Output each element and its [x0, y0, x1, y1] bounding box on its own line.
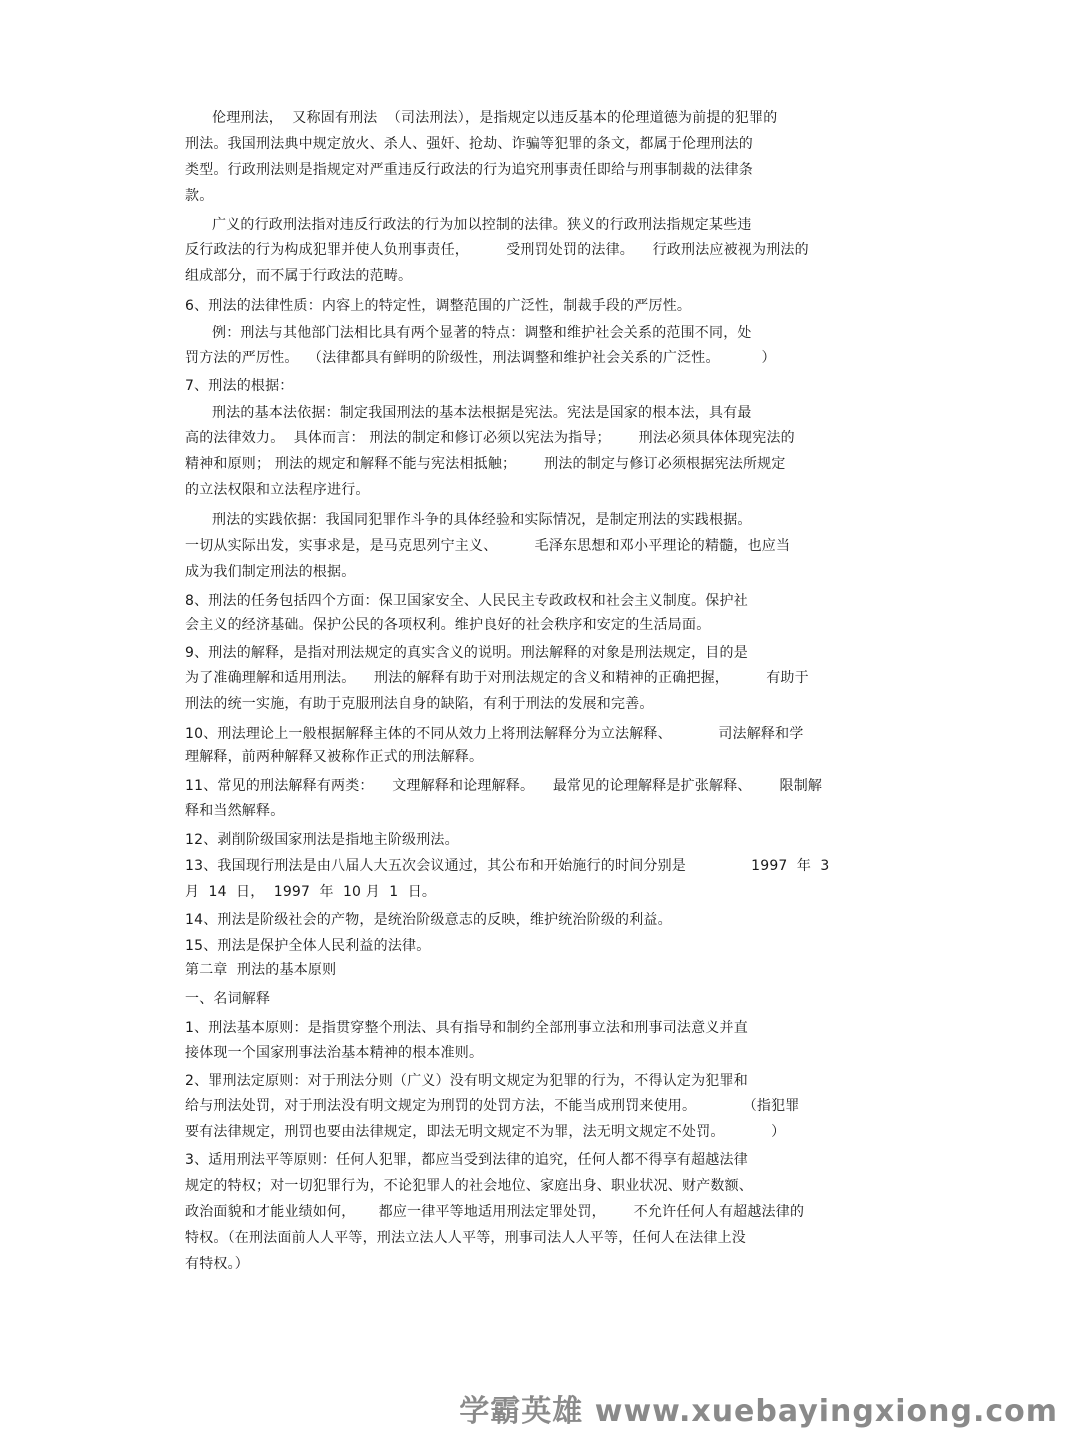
- text-line: 政治面貌和才能业绩如何， 都应一律平等地适用刑法定罪处罚， 不允许任何人有超越法律的: [185, 1204, 805, 1220]
- text-line: 广义的行政刑法指对违反行政法的行为加以控制的法律。狭义的行政刑法指规定某些违: [212, 217, 752, 233]
- text-line: 刑法的统一实施，有助于克服刑法自身的缺陷，有利于刑法的发展和完善。: [185, 696, 654, 712]
- text-line: 有特权。）: [185, 1256, 249, 1272]
- text-line: 6、刑法的法律性质：内容上的特定性，调整范围的广泛性，制裁手段的严厉性。: [185, 298, 692, 314]
- text-line: 14、刑法是阶级社会的产物，是统治阶级意志的反映，维护统治阶级的利益。: [185, 912, 672, 928]
- text-line: 11、常见的刑法解释有两类： 文理解释和论理解释。 最常见的论理解释是扩张解释、 限制解: [185, 778, 823, 794]
- text-line: 精神和原则； 刑法的规定和解释不能与宪法相抵触； 刑法的制定与修订必须根据宪法所规定: [185, 456, 786, 472]
- text-line: 特权。（在刑法面前人人平等，刑法立法人人平等，刑事司法人人平等，任何人在法律上没: [185, 1230, 746, 1246]
- text-line: 伦理刑法， 又称固有刑法 （司法刑法），是指规定以违反基本的伦理道德为前提的犯罪的: [212, 110, 778, 126]
- text-line: 高的法律效力。 具体而言： 刑法的制定和修订必须以宪法为指导； 刑法必须具体体现宪法的: [185, 430, 795, 446]
- watermark: 学霸英雄 www.xuebayingxiong.com: [459, 1394, 1058, 1429]
- text-line: 8、刑法的任务包括四个方面：保卫国家安全、人民民主专政政权和社会主义制度。保护社: [185, 593, 748, 609]
- text-line: 释和当然解释。: [185, 803, 285, 819]
- text-line: 款。: [185, 188, 214, 204]
- text-line: 刑法的基本法依据：制定我国刑法的基本法根据是宪法。宪法是国家的根本法，具有最: [212, 405, 752, 421]
- text-line: 月 14 日， 1997 年 10 月 1 日。: [185, 884, 437, 900]
- text-line: 接体现一个国家刑事法治基本精神的根本准则。: [185, 1045, 484, 1061]
- text-line: 理解释，前两种解释又被称作正式的刑法解释。: [185, 749, 484, 765]
- text-line: 规定的特权；对一切犯罪行为，不论犯罪人的社会地位、家庭出身、职业状况、财产数额、: [185, 1178, 753, 1194]
- text-line: 10、刑法理论上一般根据解释主体的不同从效力上将刑法解释分为立法解释、 司法解释和学: [185, 726, 804, 742]
- text-line: 的立法权限和立法程序进行。: [185, 482, 370, 498]
- chapter-title: 第二章 刑法的基本原则: [185, 962, 337, 978]
- text-line: 反行政法的行为构成犯罪并使人负刑事责任， 受刑罚处罚的法律。 行政刑法应被视为刑法的: [185, 242, 809, 258]
- text-line: 例：刑法与其他部门法相比具有两个显著的特点：调整和维护社会关系的范围不同，处: [212, 325, 752, 341]
- text-line: 为了准确理解和适用刑法。 刑法的解释有助于对刑法规定的含义和精神的正确把握， 有助于: [185, 670, 809, 686]
- text-line: 类型。行政刑法则是指规定对严重违反行政法的行为追究刑事责任即给与刑事制裁的法律条: [185, 162, 753, 178]
- text-line: 一切从实际出发，实事求是，是马克思列宁主义、 毛泽东思想和邓小平理论的精髓，也应当: [185, 538, 791, 554]
- text-line: 2、罪刑法定原则：对于刑法分则（广义）没有明文规定为犯罪的行为，不得认定为犯罪和: [185, 1073, 748, 1089]
- text-line: 15、刑法是保护全体人民利益的法律。: [185, 938, 431, 954]
- text-line: 罚方法的严厉性。 （法律都具有鲜明的阶级性，刑法调整和维护社会关系的广泛性。 ）: [185, 350, 776, 366]
- text-line: 会主义的经济基础。保护公民的各项权利。维护良好的社会秩序和安定的生活局面。: [185, 617, 711, 633]
- text-line: 刑法。我国刑法典中规定放火、杀人、强奸、抢劫、诈骗等犯罪的条文，都属于伦理刑法的: [185, 136, 753, 152]
- text-line: 刑法的实践依据：我国同犯罪作斗争的具体经验和实际情况，是制定刑法的实践根据。: [212, 512, 752, 528]
- text-line: 3、适用刑法平等原则：任何人犯罪，都应当受到法律的追究，任何人都不得享有超越法律: [185, 1152, 748, 1168]
- text-line: 7、刑法的根据：: [185, 378, 294, 394]
- text-line: 组成部分，而不属于行政法的范畴。: [185, 268, 413, 284]
- section-heading: 一、名词解释: [185, 991, 271, 1007]
- text-line: 成为我们制定刑法的根据。: [185, 564, 356, 580]
- text-line: 要有法律规定，刑罚也要由法律规定，即法无明文规定不为罪，法无明文规定不处罚。 ）: [185, 1124, 786, 1140]
- text-line: 12、剥削阶级国家刑法是指地主阶级刑法。: [185, 832, 459, 848]
- text-line: 1、刑法基本原则：是指贯穿整个刑法、具有指导和制约全部刑事立法和刑事司法意义并直: [185, 1020, 748, 1036]
- text-line: 给与刑法处罚，对于刑法没有明文规定为刑罚的处罚方法，不能当成刑罚来使用。 （指犯罪: [185, 1098, 800, 1114]
- text-line: 13、我国现行刑法是由八届人大五次会议通过，其公布和开始施行的时间分别是 1997 年 3: [185, 858, 830, 874]
- text-line: 9、刑法的解释，是指对刑法规定的真实含义的说明。刑法解释的对象是刑法规定，目的是: [185, 645, 748, 661]
